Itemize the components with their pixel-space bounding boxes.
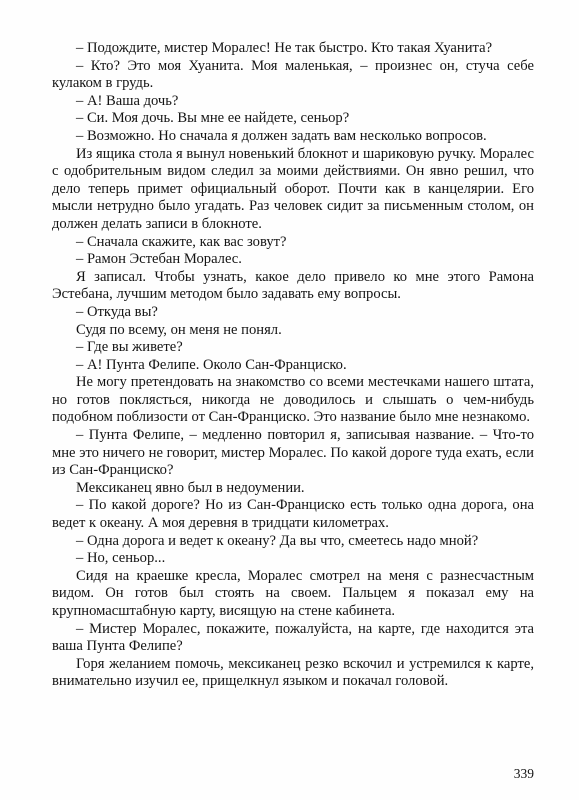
paragraph: Не могу претендовать на знакомство со всеми местечками нашего штата, но готов поклясться, никогда не доводилось и слышать о чем-нибудь подобном поблизости от Сан-Франциско. Это название было мне незнакомо. xyxy=(52,374,534,426)
paragraph: – Но, сеньор... xyxy=(76,550,166,567)
paragraph: – Рамон Эстебан Моралес. xyxy=(76,251,242,268)
paragraph: – Где вы живете? xyxy=(76,339,183,356)
paragraph: – Подождите, мистер Моралес! Не так быстро. Кто такая Хуанита? xyxy=(76,40,493,56)
paragraph: – Си. Моя дочь. Вы мне ее найдете, сеньор? xyxy=(76,110,350,127)
paragraph: – Возможно. Но сначала я должен задать вам несколько вопросов. xyxy=(76,127,487,144)
paragraph: – Пунта Фелипе, – медленно повторил я, записывая название. – Что-то мне это ничего не говорит, мистер Моралес. По какой дороге туда ехать, если из Сан-Франциско? xyxy=(52,427,534,479)
paragraph: Горя желанием помочь, мексиканец резко вскочил и устремился к карте, внимательно изучил ее, прищелкнул языком и покачал головой. xyxy=(52,655,534,690)
paragraph: – Откуда вы? xyxy=(76,303,158,320)
paragraph: – Одна дорога и ведет к океану? Да вы что, смеетесь надо мной? xyxy=(76,532,479,549)
paragraph: – А! Ваша дочь? xyxy=(76,92,179,109)
body-text xyxy=(52,40,534,691)
paragraph: – Кто? Это моя Хуанита. Моя маленькая, – произнес он, стуча себе кулаком в грудь. xyxy=(52,57,534,92)
paragraph: – А! Пунта Фелипе. Около Сан-Франциско. xyxy=(76,356,347,373)
page-number: 339 xyxy=(513,766,534,781)
paragraph: Сидя на краешке кресла, Моралес смотрел на меня с разнесчастным видом. Он готов был стоять на своем. Пальцем я показал ему на крупномасштабную карту, висящую на стене кабинета. xyxy=(52,567,534,619)
paragraph: Я записал. Чтобы узнать, какое дело привело ко мне этого Рамона Эстебана, лучшим методом было задавать ему вопросы. xyxy=(52,268,534,303)
paragraph: Из ящика стола я вынул новенький блокнот и шариковую ручку. Моралес с одобрительным видом следил за моими действиями. Он явно решил, что дело теперь примет официальный оборот. Почти как в канцелярии. Его мысли нетрудно было угадать. Раз человек сидит за письменным столом, он должен делать записи в блокноте. xyxy=(52,145,534,232)
paragraph: – Сначала скажите, как вас зовут? xyxy=(76,233,287,250)
paragraph: Мексиканец явно был в недоумении. xyxy=(76,479,305,496)
paragraph: Судя по всему, он меня не понял. xyxy=(76,321,282,338)
paragraph: – Мистер Моралес, покажите, пожалуйста, на карте, где находится эта ваша Пунта Фелипе? xyxy=(52,620,534,655)
paragraph: – По какой дороге? Но из Сан-Франциско есть только одна дорога, она ведет к океану. А моя деревня в тридцати километрах. xyxy=(52,497,534,532)
